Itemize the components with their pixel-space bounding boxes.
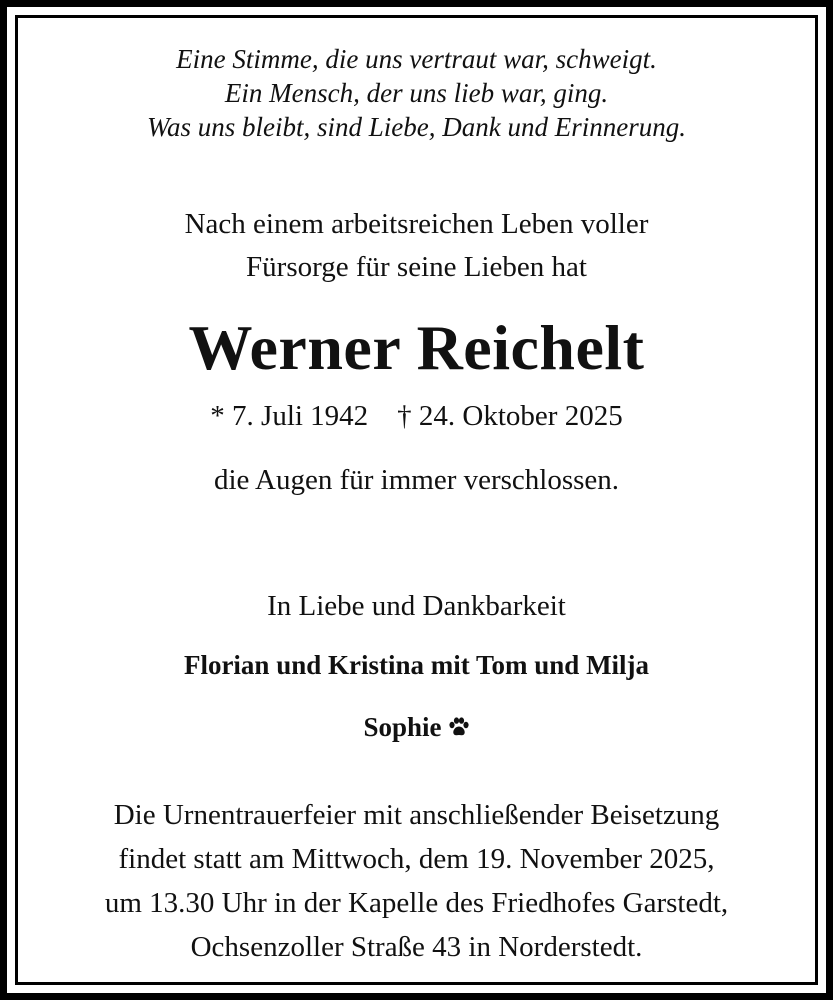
life-dates: * 7. Juli 1942 † 24. Oktober 2025 (210, 400, 623, 432)
service-line: Ochsenzoller Straße 43 in Norderstedt. (190, 931, 643, 963)
poem-line: Eine Stimme, die uns vertraut war, schweigt. (176, 44, 657, 74)
service-line: um 13.30 Uhr in der Kapelle des Friedhofes Garstedt, (104, 887, 729, 919)
paw-icon (448, 713, 470, 733)
service-line: Die Urnentrauerfeier mit anschließender Beisetzung (113, 799, 720, 831)
closing-line: die Augen für immer verschlossen. (213, 464, 620, 496)
intro-line: Fürsorge für seine Lieben hat (246, 251, 587, 283)
mourners-line-2 (0, 712, 833, 743)
service-line: findet statt am Mittwoch, dem 19. November 2025, (118, 843, 715, 875)
poem-line: Ein Mensch, der uns lieb war, ging. (224, 78, 609, 108)
signoff-line: In Liebe und Dankbarkeit (267, 590, 566, 622)
mourners-line: Florian und Kristina mit Tom und Milja (183, 650, 650, 680)
mourner-name: Sophie (363, 712, 442, 742)
deceased-name: Werner Reichelt (188, 312, 645, 383)
poem-line: Was uns bleibt, sind Liebe, Dank und Erinnerung. (147, 112, 686, 142)
intro-line: Nach einem arbeitsreichen Leben voller (184, 208, 649, 240)
